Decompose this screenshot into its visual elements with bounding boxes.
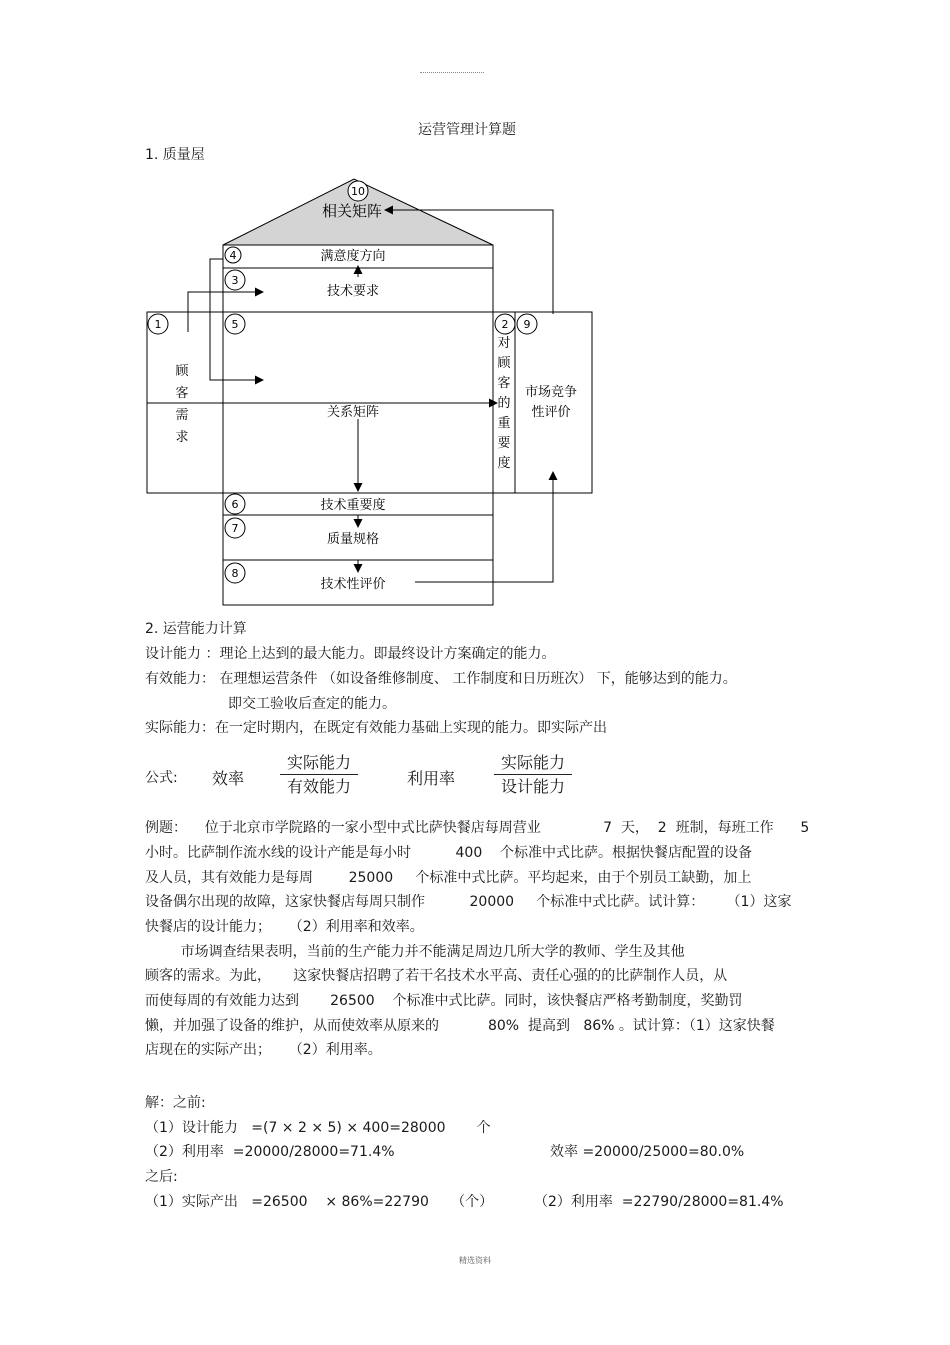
- house-of-quality-diagram: [140, 175, 610, 610]
- utilization-label: 利用率: [407, 769, 456, 788]
- solution-actual-output: （1）实际产出 =26500 × 86%=22790 （个）: [145, 1194, 494, 1210]
- importance-char-7: 度: [497, 456, 511, 471]
- example-line-5: 快餐店的设计能力； （2）利用率和效率。: [145, 919, 424, 935]
- definition-effective-capacity: 有效能力： 在理想运营条件 （如设备维修制度、 工作制度和日历班次） 下，能够达到的能力。: [145, 671, 737, 687]
- section2-heading: 2. 运营能力计算: [145, 621, 247, 637]
- marker-6: 6: [231, 498, 239, 511]
- marker-1: 1: [154, 318, 162, 331]
- marker-5: 5: [231, 318, 239, 331]
- utilization-numerator: 实际能力: [494, 752, 572, 775]
- market-evaluation-box: [515, 312, 592, 493]
- arrow-eval-to-market: [415, 472, 553, 582]
- utilization-denominator: 设计能力: [500, 777, 565, 796]
- example-line-4: 设备偶尔出现的故障，这家快餐店每周只制作 20000 个标准中式比萨。试计算： （1）这家: [145, 894, 792, 910]
- roof-label: 相关矩阵: [321, 202, 383, 220]
- header-dotted-line: [420, 72, 484, 73]
- marker-7: 7: [231, 522, 239, 535]
- solution-utilization-after: （2）利用率 =22790/28000=81.4%: [534, 1194, 784, 1210]
- section1-heading: 1. 质量屋: [145, 147, 205, 163]
- importance-char-1: 对: [497, 336, 511, 351]
- definition-design-capacity: 设计能力 ：理论上达到的最大能力。即最终设计方案确定的能力。: [145, 646, 556, 662]
- utilization-fraction: [494, 752, 572, 799]
- example-line-6: 市场调查结果表明，当前的生产能力并不能满足周边几所大学的教师、学生及其他: [145, 944, 685, 960]
- tech-importance-label: 技术重要度: [320, 498, 386, 513]
- example-line-3: 及人员，其有效能力是每周 25000 个标准中式比萨。平均起来，由于个别员工缺勤，加上: [145, 870, 752, 886]
- marker-4: 4: [229, 249, 237, 262]
- satisfaction-label: 满意度方向: [320, 249, 386, 264]
- solution-utilization-before: （2）利用率 =20000/28000=71.4%: [145, 1144, 395, 1160]
- efficiency-denominator: 有效能力: [286, 777, 351, 796]
- page-footer: 精选资料: [459, 1256, 491, 1265]
- quality-spec-label: 质量规格: [326, 532, 380, 547]
- solution-efficiency-before: 效率 =20000/25000=80.0%: [550, 1144, 745, 1160]
- example-line-9: 懒，并加强了设备的维护，从而使效率从原来的 80% 提高到 86% 。试计算：（1）这家快餐: [145, 1018, 775, 1034]
- example-line-8: 而使每周的有效能力达到 26500 个标准中式比萨。同时，该快餐店严格考勤制度，奖勤罚: [145, 993, 743, 1009]
- customer-needs-char-2: 客: [175, 386, 189, 401]
- solution-intro: 解：之前:: [145, 1095, 206, 1111]
- example-line-1: 例题： 位于北京市学院路的一家小型中式比萨快餐店每周营业 7 天， 2 班制，每班工作 5: [145, 820, 810, 836]
- importance-char-2: 顾: [497, 356, 511, 371]
- marker-10: 10: [351, 185, 365, 198]
- definition-effective-capacity-cont: 即交工验收后查定的能力。: [228, 696, 396, 712]
- marker-2: 2: [501, 318, 509, 331]
- example-line-7: 顾客的需求。为此， 这家快餐店招聘了若干名技术水平高、责任心强的的比萨制作人员，从: [145, 968, 728, 984]
- customer-needs-char-3: 需: [175, 408, 189, 423]
- market-label-line2: 性评价: [531, 405, 571, 420]
- marker-9: 9: [523, 318, 531, 331]
- market-label-line1: 市场竞争: [524, 385, 578, 400]
- example-line-10: 店现在的实际产出； （2）利用率。: [145, 1042, 382, 1058]
- tech-requirements-label: 技术要求: [326, 284, 380, 299]
- efficiency-label: 效率: [212, 769, 245, 788]
- page-title: 运营管理计算题: [418, 122, 516, 138]
- solution-after-label: 之后:: [145, 1169, 178, 1185]
- efficiency-fraction: [280, 752, 358, 799]
- marker-3: 3: [231, 274, 239, 287]
- customer-needs-char-1: 顾: [175, 364, 189, 379]
- definition-actual-capacity: 实际能力：在一定时期内，在既定有效能力基础上实现的能力。即实际产出: [145, 720, 607, 736]
- relationship-matrix-label: 关系矩阵: [326, 405, 380, 420]
- importance-char-6: 要: [497, 436, 511, 451]
- example-line-2: 小时。比萨制作流水线的设计产能是每小时 400 个标准中式比萨。根据快餐店配置的设备: [145, 845, 753, 861]
- marker-8: 8: [231, 567, 239, 580]
- importance-char-3: 客: [497, 376, 511, 391]
- solution-design-capacity: （1）设计能力 =(7 × 2 × 5) × 400=28000 个: [145, 1120, 491, 1136]
- efficiency-numerator: 实际能力: [280, 752, 358, 775]
- importance-char-5: 重: [497, 416, 511, 431]
- formula-label: 公式:: [145, 770, 178, 786]
- importance-char-4: 的: [497, 396, 511, 411]
- customer-needs-char-4: 求: [175, 430, 189, 445]
- tech-evaluation-label: 技术性评价: [320, 577, 386, 592]
